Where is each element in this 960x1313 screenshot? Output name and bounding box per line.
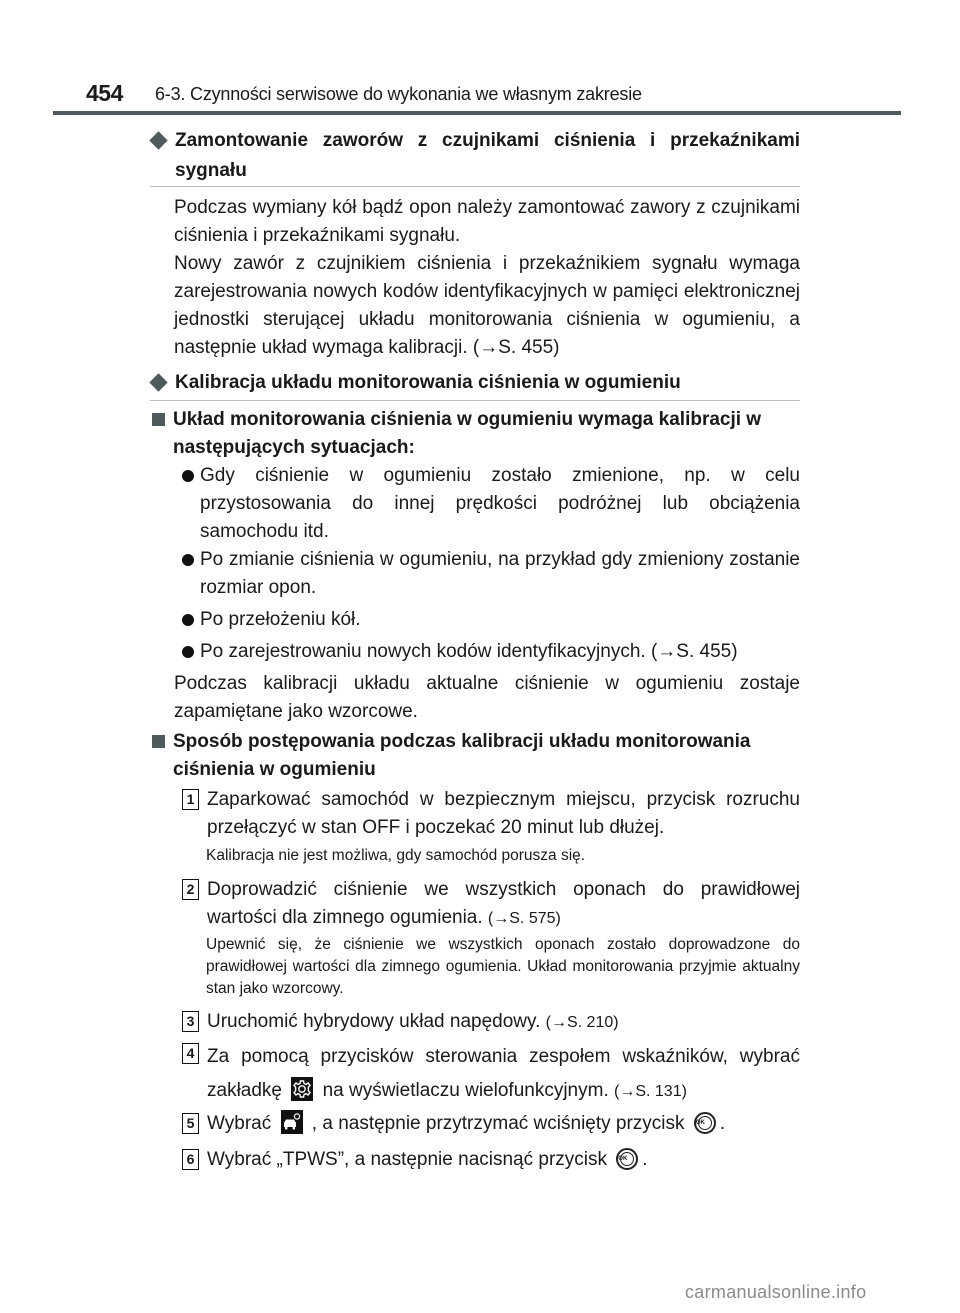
paragraph: Nowy zawór z czujnikiem ciśnienia i przekaźnikiem sygnału wymaga zarejestrowania nowych kodów identyfikacyjnych w pamięci elektronicznej jednostki sterującej układu monitorowania ciśnienia w ogumieniu, a następnie układ wymaga kalibracji. (→S. 455) bbox=[174, 253, 800, 358]
section-divider bbox=[150, 400, 800, 401]
header-divider bbox=[53, 111, 901, 115]
step-number-badge: 3 bbox=[182, 1011, 199, 1032]
step-2: 2 Doprowadzić ciśnienie we wszystkich oponach do prawidłowej wartości dla zimnego ogumienia. (→S. 575) bbox=[182, 876, 800, 933]
step-number-badge: 5 bbox=[182, 1113, 199, 1134]
step-number-badge: 2 bbox=[182, 879, 199, 900]
bullet-dot-icon bbox=[182, 614, 194, 626]
paragraph: Podczas wymiany kół bądź opon należy zamontować zawory z czujnikami ciśnienia i przekaźnikami sygnału. bbox=[174, 197, 800, 246]
section-heading-calibration: Kalibracja układu monitorowania ciśnienia w ogumieniu bbox=[150, 368, 800, 398]
section-divider bbox=[150, 186, 800, 187]
vehicle-settings-icon bbox=[281, 1110, 303, 1134]
step-3: 3 Uruchomić hybrydowy układ napędowy. (→S. 210) bbox=[182, 1008, 800, 1037]
step-6: 6 Wybrać „TPWS”, a następnie nacisnąć przycisk OK . bbox=[182, 1146, 800, 1174]
section-heading-valves: Zamontowanie zaworów z czujnikami ciśnienia i przekaźnikami sygnału bbox=[150, 126, 800, 186]
square-bullet-icon bbox=[152, 413, 165, 426]
page-reference-link[interactable]: (→S. 210) bbox=[545, 1014, 619, 1031]
step-number-badge: 6 bbox=[182, 1149, 199, 1170]
watermark: carmanualsonline.info bbox=[685, 1282, 867, 1302]
subsection-heading-procedure: Sposób postępowania podczas kalibracji układu monitorowania ciśnienia w ogumieniu bbox=[150, 728, 800, 784]
page-reference-link[interactable]: (→S. 455) bbox=[472, 337, 560, 358]
page-reference-link[interactable]: (→S. 131) bbox=[614, 1083, 687, 1100]
paragraph: Podczas kalibracji układu aktualne ciśnienie w ogumieniu zostaje zapamiętane jako wzorcowe. bbox=[174, 673, 800, 722]
list-item: Gdy ciśnienie w ogumieniu zostało zmienione, np. w celu przystosowania do innej prędkości podróżnej lub obciążenia samochodu itd. bbox=[182, 462, 800, 546]
step-4: 4 Za pomocą przycisków sterowania zespołem wskaźników, wybrać zakładkę na wyświetlaczu wielofunkcyjnym. (→S. 131) bbox=[182, 1040, 800, 1109]
bullet-dot-icon bbox=[182, 646, 194, 658]
ok-button-icon: OK bbox=[694, 1112, 716, 1134]
square-bullet-icon bbox=[152, 735, 165, 748]
chapter-title: 6-3. Czynności serwisowe do wykonania we własnym zakresie bbox=[155, 84, 642, 104]
subsection-heading-when: Układ monitorowania ciśnienia w ogumieniu wymaga kalibracji w następujących sytuacjach: bbox=[150, 406, 800, 462]
bullet-dot-icon bbox=[182, 554, 194, 566]
list-item: Po zmianie ciśnienia w ogumieniu, na przykład gdy zmieniony zostanie rozmiar opon. bbox=[182, 546, 800, 602]
step-note: Upewnić się, że ciśnienie we wszystkich oponach zostało doprowadzone do prawidłowej wartości dla zimnego ogumienia. Układ monitorowania przyjmie aktualny stan jako wzorcowy. bbox=[206, 936, 800, 997]
bullet-dot-icon bbox=[182, 470, 194, 482]
page-header bbox=[0, 0, 960, 120]
step-1: 1 Zaparkować samochód w bezpiecznym miejscu, przycisk rozruchu przełączyć w stan OFF i poczekać 20 minut lub dłużej. bbox=[182, 786, 800, 842]
page-reference-link[interactable]: (→S. 575) bbox=[487, 910, 561, 927]
step-5: 5 Wybrać , a następnie przytrzymać wciśnięty przycisk OK . bbox=[182, 1110, 800, 1138]
page-number: 454 bbox=[86, 80, 123, 106]
ok-button-icon: OK bbox=[616, 1148, 638, 1170]
list-item: Po zarejestrowaniu nowych kodów identyfikacyjnych. (→S. 455) bbox=[182, 638, 800, 666]
step-note: Kalibracja nie jest możliwa, gdy samochód porusza się. bbox=[206, 847, 586, 864]
step-number-badge: 4 bbox=[182, 1043, 199, 1064]
list-item: Po przełożeniu kół. bbox=[182, 606, 800, 634]
gear-settings-icon bbox=[291, 1077, 313, 1101]
step-number-badge: 1 bbox=[182, 789, 199, 810]
